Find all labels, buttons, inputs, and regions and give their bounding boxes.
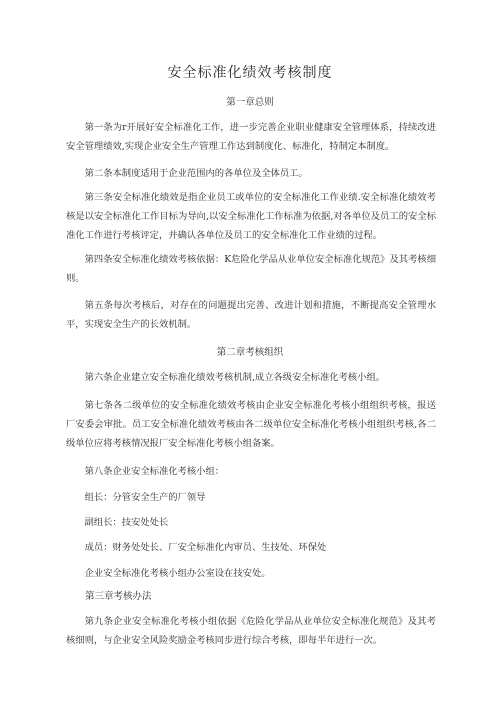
chapter-2-heading: 第二章考核组织 (216, 347, 284, 358)
team-office-line: 企业安全标准化考核小组办公室设在技安处。 (84, 568, 271, 579)
team-deputy-leader-line: 副组长：技安处处长 (84, 517, 169, 528)
article-2-paragraph: 第二条本制度适用于企业范围内的各单位及全体员工。 (84, 168, 308, 179)
article-1-paragraph: 第一条为r开展好安全标准化工作，进一步完善企业职业健康安全管理体系，持续改进安全管理绩效,实现企业安全生产管理工作达到制度化、标准化，特制定本制度。 (66, 122, 436, 152)
document-title: 安全标准化绩效考核制度 (167, 65, 333, 81)
article-6-paragraph: 第六条企业建立安全标准化绩效考核机制,成立各级安全标准化考核小组。 (84, 372, 386, 383)
chapter-3-heading: 第三章考核办法 (85, 591, 152, 602)
team-leader-line: 组长：分管安全生产的厂领导 (84, 492, 206, 503)
team-members-line: 成员：财务处处长、厂安全标准化内审员、生技处、环保处 (84, 542, 327, 553)
article-7-paragraph: 第七条各二级单位的安全标准化绩效考核由企业安全标准化考核小组组织考核，报送厂安委会审批。员工安全标准化绩效考核由各二级单位安全标准化考核小组组织考核,各二级单位应将考核情况报厂安全标准化考核小组备案。 (66, 400, 436, 449)
chapter-1-heading: 第一章总则 (226, 97, 274, 108)
article-5-paragraph: 第五条每次考核后，对存在的问题提出完善、改进计划和措施，不断提高安全管理水平，实现安全生产的长效机制。 (66, 300, 436, 330)
article-4-paragraph: 第四条安全标准化绩效考核依据：K危险化学品从业单位安全标准化规范》及其考核细则。 (66, 254, 436, 284)
article-9-paragraph: 第九条企业安全标准化考核小组依据《危险化学品从业单位安全标准化规范》及其考核细则，与企业安全风险奖励金考核同步进行综合考核，即每半年进行一次。 (66, 616, 436, 646)
article-8-paragraph: 第八条企业安全标准化考核小组： (84, 466, 225, 477)
article-3-paragraph: 第三条安全标准化绩效是指企业员工或单位的安全标准化工作业绩.安全标准化绩效考核是以安全标准化工作目标为导向,以安全标准化工作标准为依据,对各单位及员工的安全标准化工作进行考核评定，并确认各单位及员工的安全标准化工作业绩的过程。 (66, 192, 436, 241)
